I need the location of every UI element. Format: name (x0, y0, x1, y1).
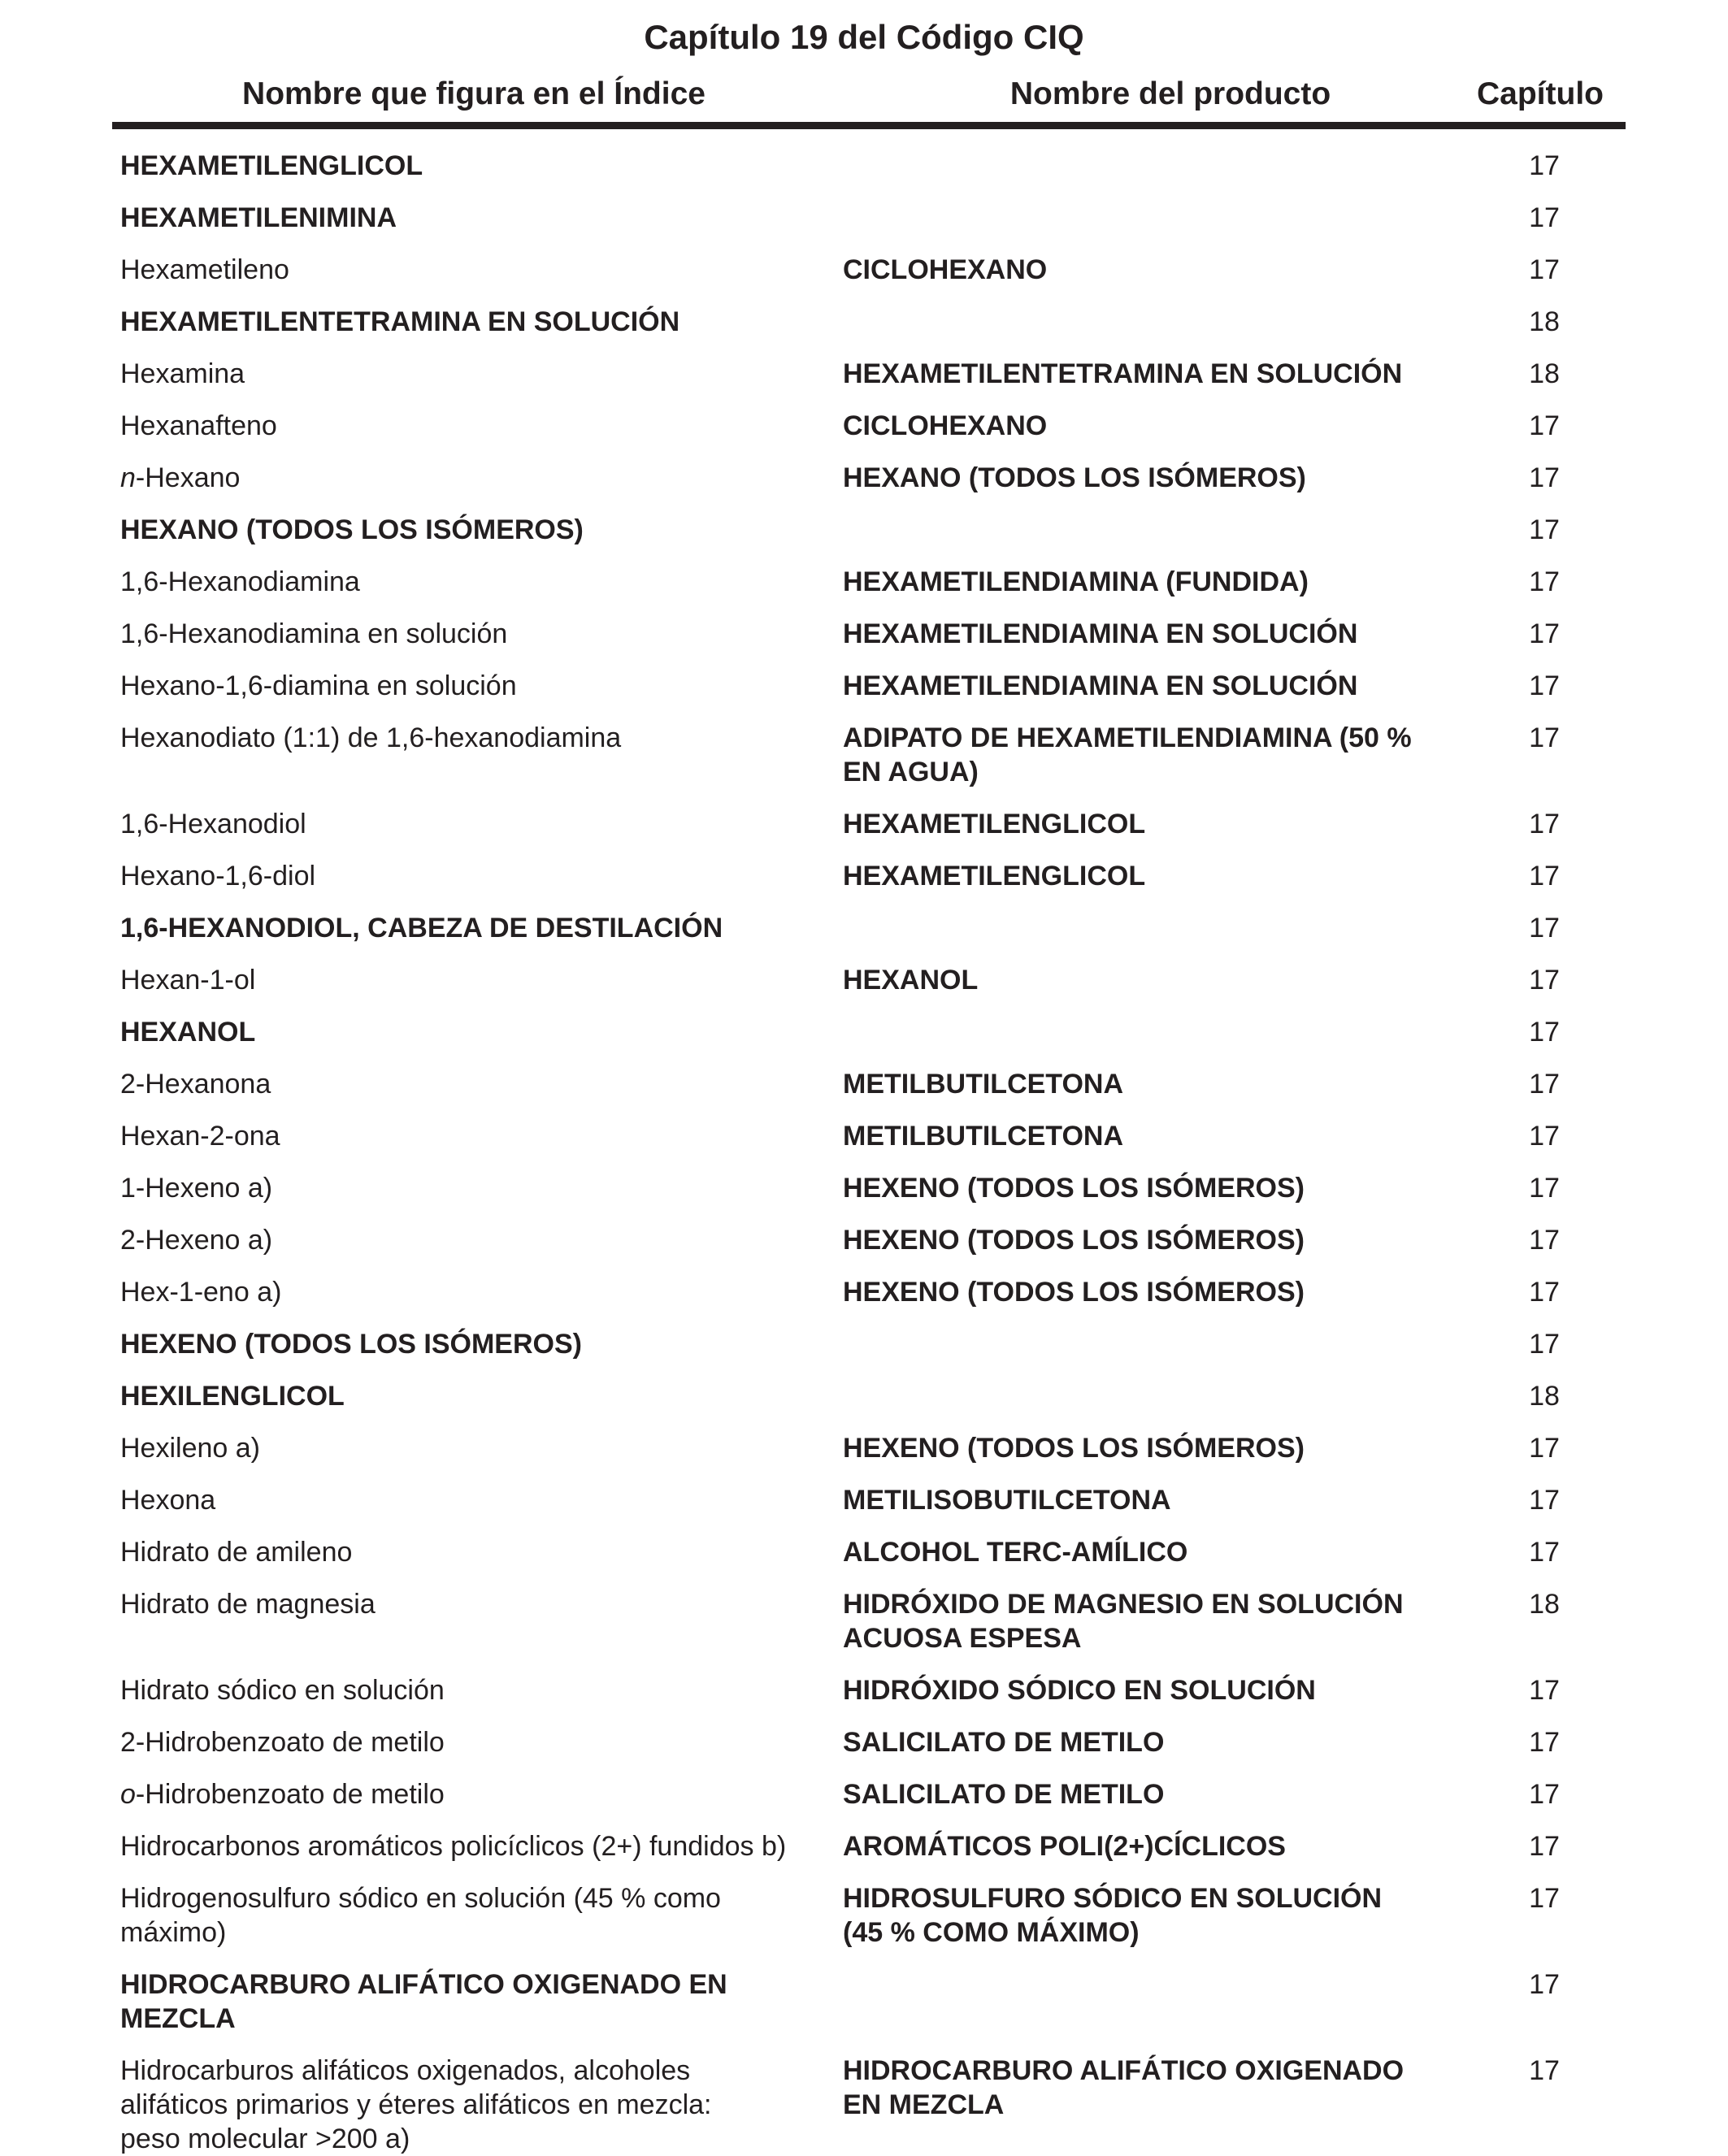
product-name-cell (843, 1587, 1461, 1655)
index-name-cell (120, 1777, 827, 1811)
index-name-cell (120, 2054, 827, 2156)
chapter-cell: 17 (1529, 254, 1560, 285)
product-name-cell (843, 721, 1461, 789)
index-name-line: Hexileno a) (120, 1433, 260, 1464)
index-name-cell (120, 1119, 827, 1153)
chapter-cell: 17 (1529, 722, 1560, 753)
index-name-line: HEXANOL (120, 1017, 256, 1048)
index-name-cell (120, 669, 827, 703)
table-row (0, 1309, 1728, 1361)
table-row (0, 945, 1728, 997)
column-header-chapter: Capítulo (1477, 76, 1604, 111)
chapter-cell: 18 (1529, 1381, 1560, 1412)
index-name-cell (120, 1067, 827, 1101)
product-name-line: ALCOHOL TERC-AMÍLICO (843, 1537, 1188, 1568)
chapter-cell: 17 (1529, 1675, 1560, 1706)
chapter-cell: 17 (1529, 861, 1560, 891)
product-name-line: HIDROSULFURO SÓDICO EN SOLUCIÓN (843, 1883, 1383, 1914)
chapter-cell: 18 (1529, 1589, 1560, 1620)
product-name-cell (843, 1725, 1461, 1759)
product-name-line: HIDROCARBURO ALIFÁTICO OXIGENADO (843, 2055, 1405, 2086)
index-name-line: Hexanodiato (1:1) de 1,6-hexanodiamina (120, 722, 622, 753)
index-name-cell (120, 357, 827, 391)
table-row (0, 1049, 1728, 1101)
index-name-line: Hexano-1,6-diamina en solución (120, 670, 517, 701)
product-name-cell (843, 669, 1461, 703)
index-name-cell (120, 305, 827, 339)
chapter-cell: 17 (1529, 1969, 1560, 2000)
table-row (0, 599, 1728, 651)
table-row (0, 789, 1728, 841)
table-row (0, 339, 1728, 391)
product-name-line: AROMÁTICOS POLI(2+)CÍCLICOS (843, 1831, 1286, 1862)
chapter-cell: 17 (1529, 1069, 1560, 1100)
table-row (0, 1361, 1728, 1413)
product-name-cell (843, 461, 1461, 495)
index-name-line: Hexametileno (120, 254, 289, 285)
product-name-cell (843, 1119, 1461, 1153)
chapter-cell: 17 (1529, 462, 1560, 493)
index-name-line: Hidrocarbonos aromáticos policíclicos (2+) fundidos b) (120, 1831, 787, 1862)
chapter-cell: 17 (1529, 618, 1560, 649)
table-row (0, 1811, 1728, 1863)
index-name-line: Hidrato de magnesia (120, 1589, 376, 1620)
index-name-line: Hexamina (120, 358, 245, 389)
index-name-line: o-Hidrobenzoato de metilo (120, 1779, 445, 1810)
product-name-line: HEXENO (TODOS LOS ISÓMEROS) (843, 1173, 1305, 1204)
chapter-cell: 17 (1529, 1121, 1560, 1152)
index-name-cell (120, 617, 827, 651)
index-name-line: MEZCLA (120, 2003, 236, 2034)
product-name-line: SALICILATO DE METILO (843, 1727, 1165, 1758)
chapter-cell: 17 (1529, 913, 1560, 944)
product-name-line: CICLOHEXANO (843, 254, 1048, 285)
chapter-cell: 17 (1529, 1173, 1560, 1204)
chapter-cell: 17 (1529, 1883, 1560, 1914)
chapter-cell: 17 (1529, 809, 1560, 839)
index-name-line: HEXAMETILENGLICOL (120, 150, 423, 181)
column-header-index-name: Nombre que figura en el Índice (242, 76, 706, 111)
index-name-cell (120, 807, 827, 841)
index-name-cell (120, 149, 827, 183)
table-row (0, 1517, 1728, 1569)
index-name-cell (120, 513, 827, 547)
product-name-line: (45 % COMO MÁXIMO) (843, 1917, 1140, 1948)
index-name-cell (120, 1431, 827, 1465)
table-row (0, 495, 1728, 547)
product-name-line: HIDRÓXIDO SÓDICO EN SOLUCIÓN (843, 1675, 1316, 1706)
index-name-cell (120, 721, 827, 755)
product-name-line: METILBUTILCETONA (843, 1069, 1124, 1100)
product-name-cell (843, 859, 1461, 893)
product-name-cell (843, 963, 1461, 997)
product-name-cell (843, 409, 1461, 443)
product-name-cell (843, 1275, 1461, 1309)
product-name-line: HEXENO (TODOS LOS ISÓMEROS) (843, 1277, 1305, 1308)
table-row (0, 1759, 1728, 1811)
product-name-cell (843, 617, 1461, 651)
product-name-cell (843, 1067, 1461, 1101)
product-name-cell (843, 1171, 1461, 1205)
product-name-cell (843, 807, 1461, 841)
index-name-line: Hidrato de amileno (120, 1537, 353, 1568)
index-name-line: máximo) (120, 1917, 227, 1948)
index-name-line: Hexan-1-ol (120, 965, 256, 996)
index-name-line: Hexano-1,6-diol (120, 861, 316, 891)
index-name-line: HEXAMETILENTETRAMINA EN SOLUCIÓN (120, 306, 680, 337)
chapter-cell: 17 (1529, 150, 1560, 181)
index-name-line: 1,6-HEXANODIOL, CABEZA DE DESTILACIÓN (120, 913, 723, 944)
chapter-cell: 17 (1529, 965, 1560, 996)
index-name-cell (120, 911, 827, 945)
table-row (0, 997, 1728, 1049)
index-name-cell (120, 409, 827, 443)
table-row (0, 1205, 1728, 1257)
product-name-line: CICLOHEXANO (843, 410, 1048, 441)
table-row (0, 391, 1728, 443)
index-name-cell (120, 1881, 827, 1950)
product-name-line: METILBUTILCETONA (843, 1121, 1124, 1152)
index-name-cell (120, 565, 827, 599)
product-name-line: HEXANO (TODOS LOS ISÓMEROS) (843, 462, 1306, 493)
product-name-line: HEXAMETILENGLICOL (843, 861, 1146, 891)
chapter-cell: 17 (1529, 1329, 1560, 1360)
index-name-cell (120, 1483, 827, 1517)
index-name-cell (120, 1171, 827, 1205)
product-name-line: METILISOBUTILCETONA (843, 1485, 1171, 1516)
table-row (0, 893, 1728, 945)
product-name-line: SALICILATO DE METILO (843, 1779, 1165, 1810)
index-name-line: 2-Hidrobenzoato de metilo (120, 1727, 445, 1758)
index-name-line: 2-Hexanona (120, 1069, 271, 1100)
index-name-line: HIDROCARBURO ALIFÁTICO OXIGENADO EN (120, 1969, 727, 2000)
product-name-cell (843, 565, 1461, 599)
index-name-line: HEXENO (TODOS LOS ISÓMEROS) (120, 1329, 582, 1360)
index-name-line: Hidrato sódico en solución (120, 1675, 445, 1706)
product-name-line: ADIPATO DE HEXAMETILENDIAMINA (50 % (843, 722, 1412, 753)
table-row (0, 1863, 1728, 1950)
table-row (0, 1465, 1728, 1517)
index-name-cell (120, 1725, 827, 1759)
index-name-cell (120, 1015, 827, 1049)
product-name-cell (843, 357, 1461, 391)
product-name-line: HEXAMETILENTETRAMINA EN SOLUCIÓN (843, 358, 1403, 389)
index-name-cell (120, 1379, 827, 1413)
index-name-cell (120, 1327, 827, 1361)
index-name-cell (120, 963, 827, 997)
table-row (0, 547, 1728, 599)
table-row (0, 1707, 1728, 1759)
index-name-line: Hexan-2-ona (120, 1121, 280, 1152)
chapter-cell: 17 (1529, 1779, 1560, 1810)
table-row (0, 131, 1728, 183)
product-name-cell (843, 1535, 1461, 1569)
index-name-line: Hexona (120, 1485, 216, 1516)
product-name-cell (843, 1431, 1461, 1465)
table-row (0, 703, 1728, 789)
chapter-cell: 17 (1529, 1225, 1560, 1256)
index-name-line: 1,6-Hexanodiol (120, 809, 306, 839)
product-name-line: EN AGUA) (843, 757, 979, 787)
index-name-line: 2-Hexeno a) (120, 1225, 273, 1256)
index-name-line: Hex-1-eno a) (120, 1277, 282, 1308)
table-row (0, 1655, 1728, 1707)
index-name-line: peso molecular >200 a) (120, 2123, 410, 2154)
index-name-cell (120, 461, 827, 495)
product-name-cell (843, 1829, 1461, 1863)
column-header-product-name: Nombre del producto (1009, 76, 1331, 111)
chapter-cell: 17 (1529, 1727, 1560, 1758)
product-name-line: HIDRÓXIDO DE MAGNESIO EN SOLUCIÓN (843, 1589, 1404, 1620)
product-name-line: ACUOSA ESPESA (843, 1623, 1082, 1654)
index-name-cell (120, 253, 827, 287)
product-name-line: HEXAMETILENDIAMINA (FUNDIDA) (843, 566, 1309, 597)
index-name-line: Hidrogenosulfuro sódico en solución (45 % como (120, 1883, 721, 1914)
chapter-cell: 17 (1529, 670, 1560, 701)
table-row (0, 1569, 1728, 1655)
index-name-cell (120, 1829, 827, 1863)
chapter-cell: 18 (1529, 358, 1560, 389)
index-name-cell (120, 859, 827, 893)
product-name-line: HEXENO (TODOS LOS ISÓMEROS) (843, 1225, 1305, 1256)
chapter-cell: 17 (1529, 202, 1560, 233)
chapter-cell: 17 (1529, 1277, 1560, 1308)
index-name-line: HEXAMETILENIMINA (120, 202, 397, 233)
chapter-cell: 17 (1529, 1485, 1560, 1516)
product-name-line: HEXAMETILENDIAMINA EN SOLUCIÓN (843, 618, 1358, 649)
table-row (0, 1153, 1728, 1205)
table-row (0, 235, 1728, 287)
index-name-cell (120, 1275, 827, 1309)
table-row (0, 1101, 1728, 1153)
product-name-line: HEXENO (TODOS LOS ISÓMEROS) (843, 1433, 1305, 1464)
table-row (0, 1257, 1728, 1309)
product-name-line: HEXAMETILENDIAMINA EN SOLUCIÓN (843, 670, 1358, 701)
chapter-cell: 17 (1529, 410, 1560, 441)
chapter-cell: 17 (1529, 514, 1560, 545)
product-name-line: HEXAMETILENGLICOL (843, 809, 1146, 839)
product-name-cell (843, 1777, 1461, 1811)
index-name-cell (120, 1587, 827, 1621)
index-name-line: 1,6-Hexanodiamina (120, 566, 360, 597)
product-name-line: HEXANOL (843, 965, 979, 996)
product-name-cell (843, 1881, 1461, 1950)
page-title: Capítulo 19 del Código CIQ (644, 18, 1084, 56)
index-name-line: Hexanafteno (120, 410, 277, 441)
index-name-line: Hidrocarburos alifáticos oxigenados, alcoholes (120, 2055, 691, 2086)
product-name-cell (843, 1223, 1461, 1257)
index-name-line: n-Hexano (120, 462, 241, 493)
index-name-cell (120, 1535, 827, 1569)
chapter-cell: 17 (1529, 566, 1560, 597)
chapter-cell: 17 (1529, 1831, 1560, 1862)
chapter-cell: 18 (1529, 306, 1560, 337)
index-name-line: 1-Hexeno a) (120, 1173, 273, 1204)
product-name-line: EN MEZCLA (843, 2089, 1005, 2120)
table-row (0, 1950, 1728, 2036)
product-name-cell (843, 1483, 1461, 1517)
table-row (0, 183, 1728, 235)
product-name-cell (843, 1673, 1461, 1707)
table-row (0, 651, 1728, 703)
index-name-line: HEXILENGLICOL (120, 1381, 345, 1412)
table-row (0, 287, 1728, 339)
index-name-cell (120, 201, 827, 235)
index-name-cell (120, 1673, 827, 1707)
index-name-cell (120, 1223, 827, 1257)
chapter-cell: 17 (1529, 1017, 1560, 1048)
product-name-cell (843, 253, 1461, 287)
product-name-cell (843, 2054, 1461, 2122)
table-row (0, 841, 1728, 893)
index-name-line: HEXANO (TODOS LOS ISÓMEROS) (120, 514, 584, 545)
chapter-cell: 17 (1529, 1537, 1560, 1568)
chapter-cell: 17 (1529, 1433, 1560, 1464)
index-name-cell (120, 1967, 827, 2036)
table-row (0, 1413, 1728, 1465)
chapter-cell: 17 (1529, 2055, 1560, 2086)
index-name-line: alifáticos primarios y éteres alifáticos en mezcla: (120, 2089, 712, 2120)
table-row (0, 2036, 1728, 2156)
table-row (0, 443, 1728, 495)
index-name-line: 1,6-Hexanodiamina en solución (120, 618, 508, 649)
